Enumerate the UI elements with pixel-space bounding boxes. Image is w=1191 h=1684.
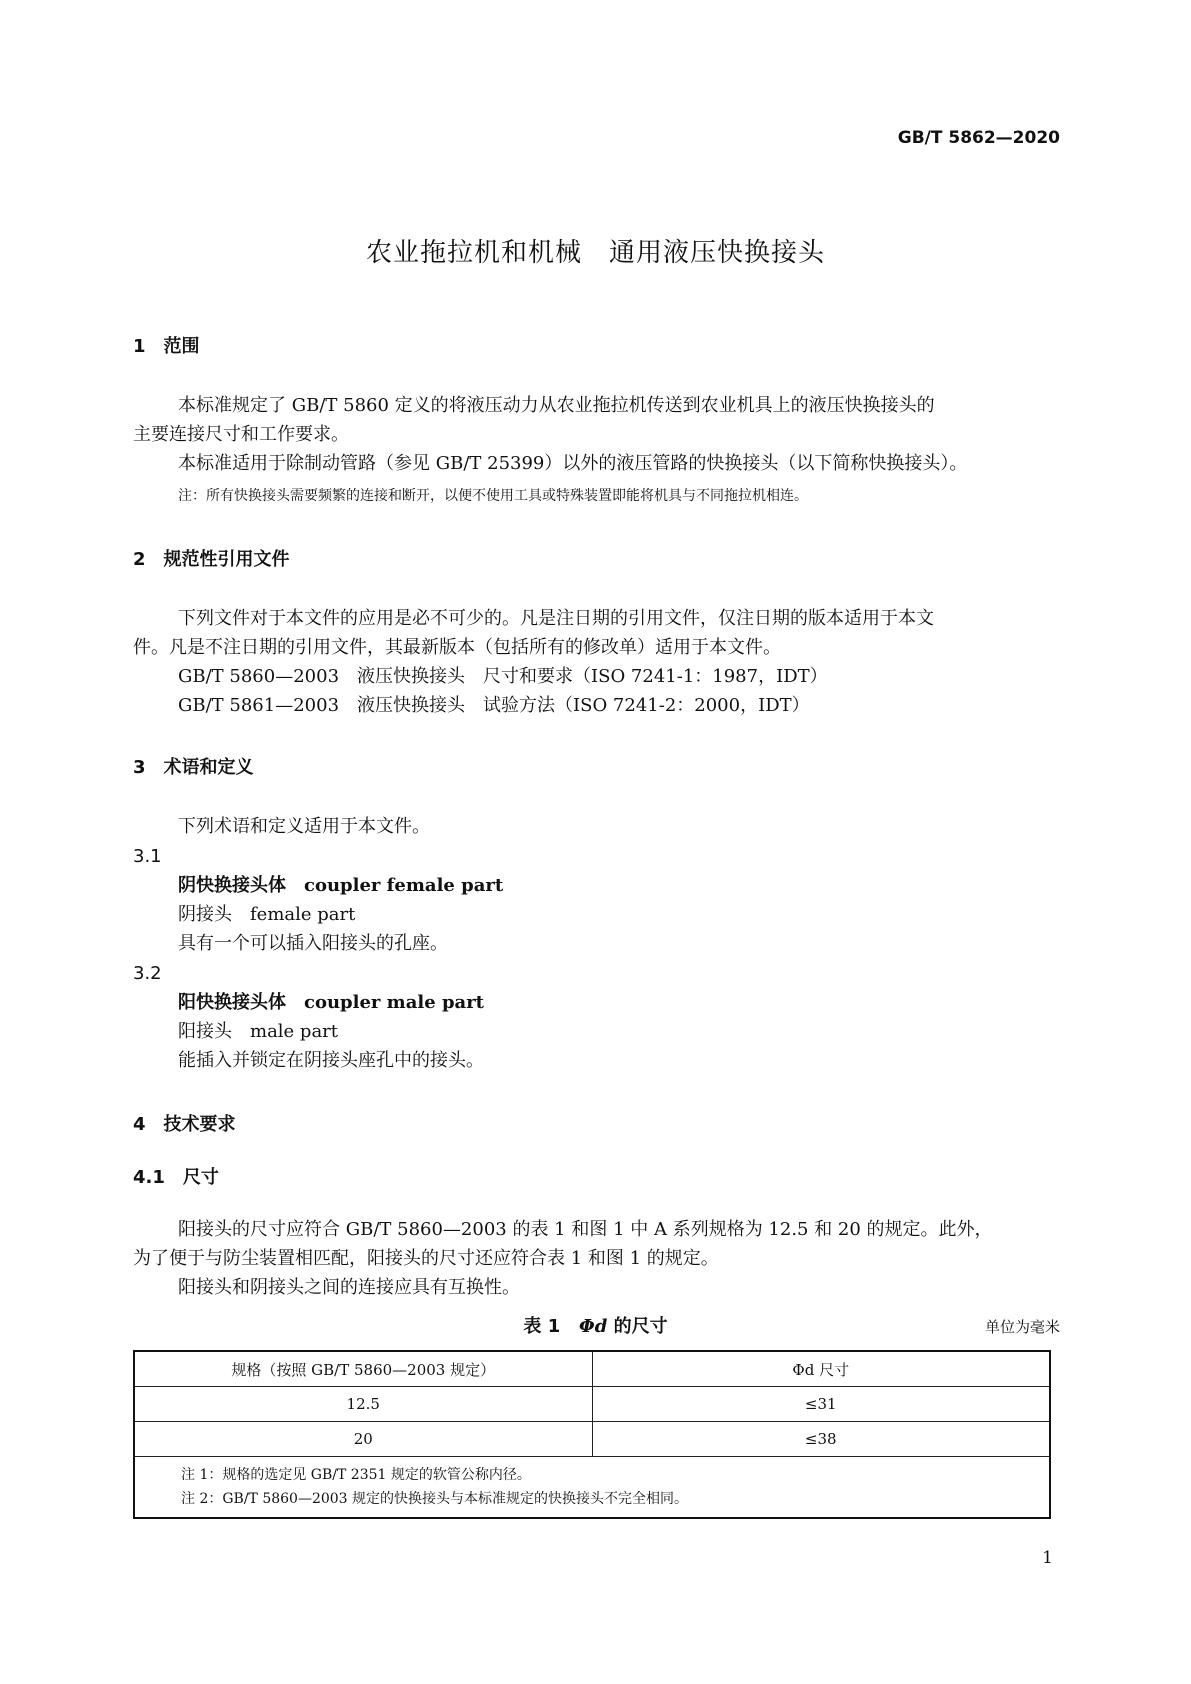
table-notes-cell (134, 1457, 1050, 1519)
table-header-row (134, 1351, 1050, 1387)
term-3-1-definition: 具有一个可以插入阳接头的孔座。 (178, 933, 448, 954)
section-4-1-paragraph-line-1: 阳接头的尺寸应符合 GB/T 5860—2003 的表 1 和图 1 中 A 系列规格为 12.5 和 20 的规定。此外， (178, 1219, 993, 1240)
section-2-paragraph-line-2: 件。凡是不注日期的引用文件，其最新版本（包括所有的修改单）适用于本文件。 (133, 637, 781, 658)
table-cell-size: 20 (134, 1422, 592, 1457)
section-4-heading: 4 技术要求 (133, 1114, 236, 1135)
table-1-unit: 单位为毫米 (984, 1318, 1060, 1336)
normative-reference-1: GB/T 5860—2003 液压快换接头 尺寸和要求（ISO 7241-1：1987，IDT） (178, 666, 828, 687)
table-1-caption-prefix: 表 1 (523, 1316, 561, 1337)
section-2-heading: 2 规范性引用文件 (133, 549, 290, 570)
term-3-1-number: 3.1 (133, 846, 162, 867)
normative-reference-2: GB/T 5861—2003 液压快换接头 试验方法（ISO 7241-2：2000，IDT） (178, 695, 810, 716)
term-3-2-number: 3.2 (133, 963, 162, 984)
table-header-diameter: Φd 尺寸 (592, 1351, 1050, 1387)
section-4-1-heading: 4.1 尺寸 (133, 1167, 219, 1188)
table-note-1: 注 1：规格的选定见 GB/T 2351 规定的软管公称内径。 (181, 1467, 531, 1483)
section-2-paragraph-line-1: 下列文件对于本文件的应用是必不可少的。凡是注日期的引用文件，仅注日期的版本适用于本文 (178, 608, 934, 629)
table-row (134, 1422, 1050, 1457)
document-title: 农业拖拉机和机械 通用液压快换接头 (365, 238, 825, 268)
term-3-2-title: 阳快换接头体 coupler male part (178, 992, 484, 1013)
section-1-paragraph-1-line-2: 主要连接尺寸和工作要求。 (133, 424, 349, 445)
section-1-paragraph-1-line-1: 本标准规定了 GB/T 5860 定义的将液压动力从农业拖拉机传送到农业机具上的液压快换接头的 (178, 395, 935, 416)
section-4-1-paragraph-2: 阳接头和阴接头之间的连接应具有互换性。 (178, 1277, 520, 1298)
term-3-2-definition: 能插入并锁定在阴接头座孔中的接头。 (178, 1050, 484, 1071)
term-3-1-title: 阴快换接头体 coupler female part (178, 875, 504, 896)
section-1-paragraph-2: 本标准适用于除制动管路（参见 GB/T 25399）以外的液压管路的快换接头（以下简称快换接头）。 (178, 453, 968, 474)
table-1-caption-symbol: Φd (579, 1316, 608, 1337)
table-1 (133, 1350, 1051, 1519)
term-3-2-alternate: 阳接头 male part (178, 1021, 339, 1042)
table-cell-size: 12.5 (134, 1387, 592, 1422)
section-3-heading: 3 术语和定义 (133, 757, 254, 778)
table-row (134, 1387, 1050, 1422)
table-cell-diameter: ≤31 (592, 1387, 1050, 1422)
table-1-caption-suffix: 的尺寸 (613, 1316, 668, 1337)
section-1-note: 注：所有快换接头需要频繁的连接和断开，以便不使用工具或特殊装置即能将机具与不同拖拉机相连。 (178, 488, 808, 504)
standard-number: GB/T 5862—2020 (897, 128, 1060, 148)
table-cell-diameter: ≤38 (592, 1422, 1050, 1457)
term-3-1-alternate: 阴接头 female part (178, 904, 356, 925)
table-note-2: 注 2：GB/T 5860—2003 规定的快换接头与本标准规定的快换接头不完全相同。 (181, 1491, 689, 1507)
table-header-size: 规格（按照 GB/T 5860—2003 规定） (134, 1351, 592, 1387)
page-number: 1 (1042, 1548, 1053, 1568)
section-4-1-paragraph-line-2: 为了便于与防尘装置相匹配，阳接头的尺寸还应符合表 1 和图 1 的规定。 (133, 1248, 719, 1269)
table-notes-row (134, 1457, 1050, 1519)
section-3-intro: 下列术语和定义适用于本文件。 (178, 816, 430, 837)
section-1-heading: 1 范围 (133, 336, 200, 357)
